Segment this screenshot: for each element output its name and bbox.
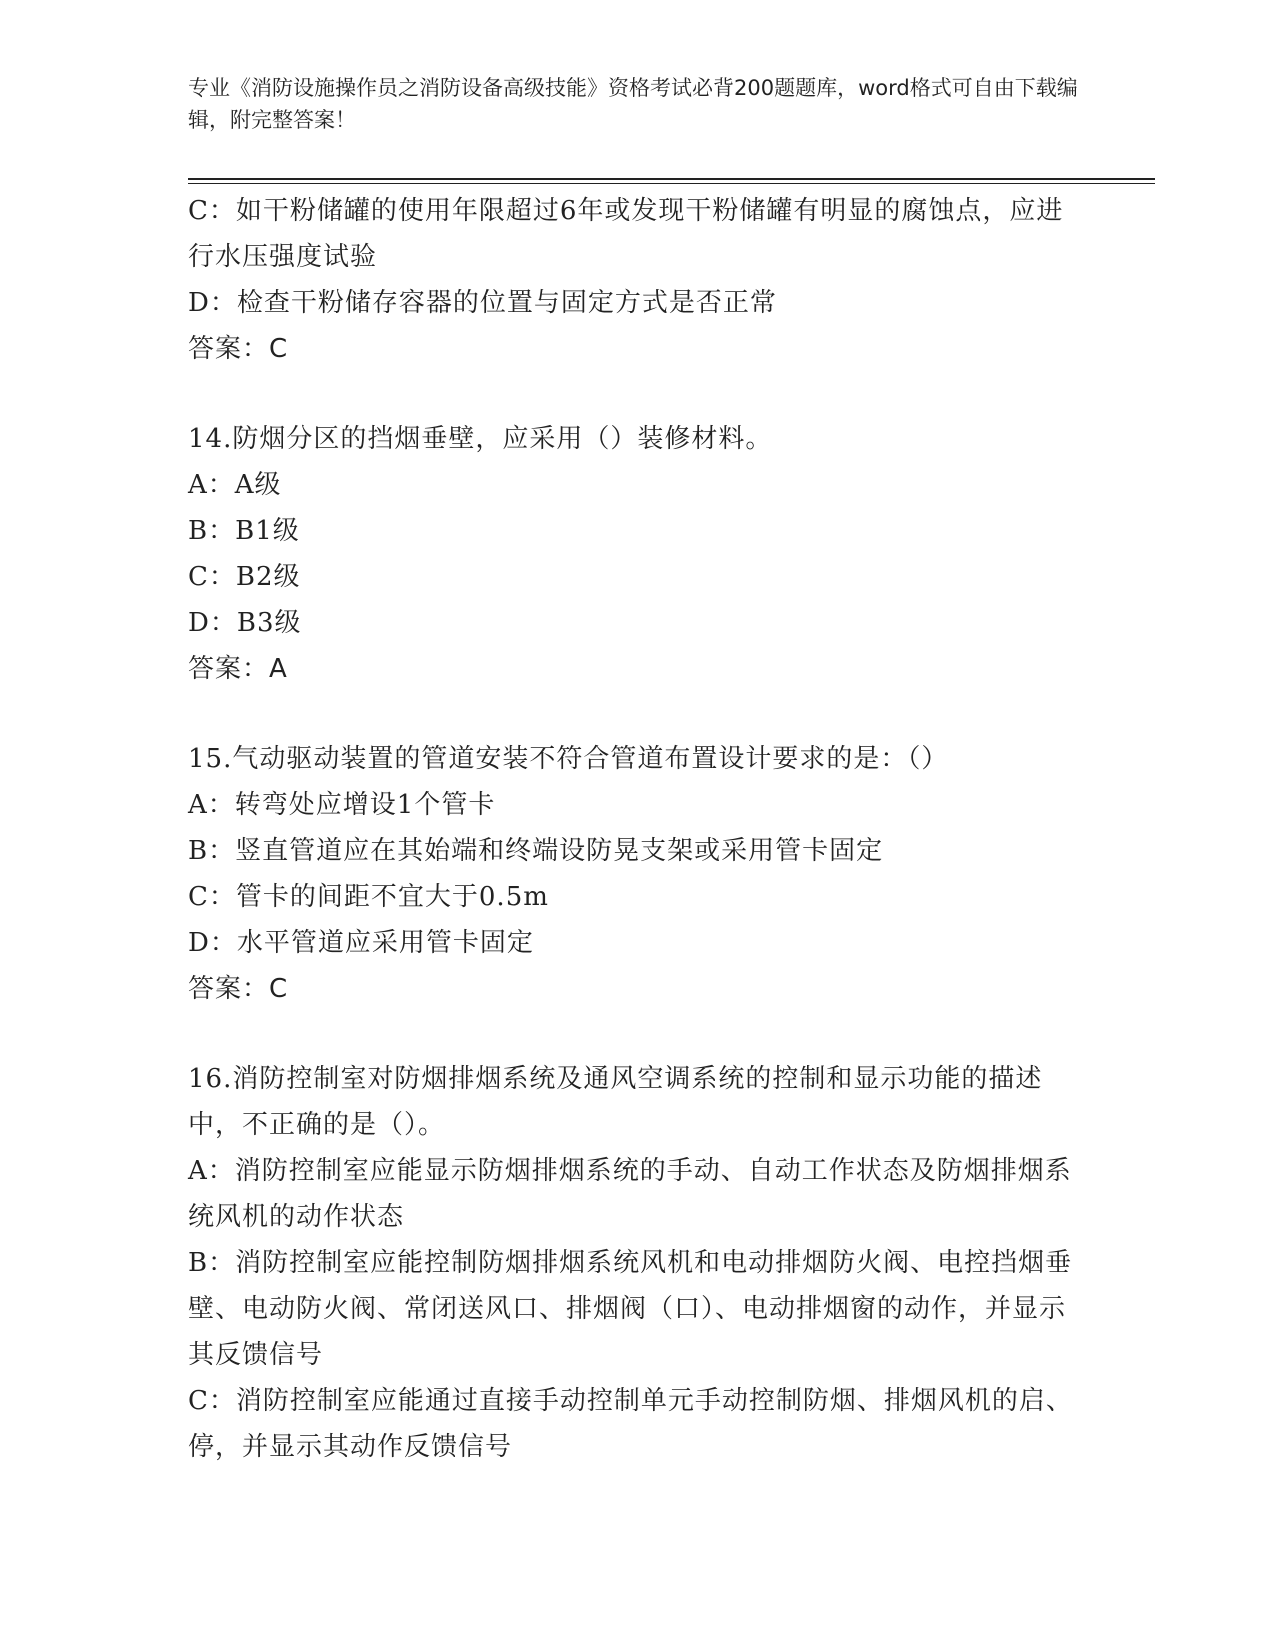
q15-option-c: C：管卡的间距不宜大于0.5m — [188, 882, 549, 912]
q15-stem: 15.气动驱动装置的管道安装不符合管道布置设计要求的是：（） — [188, 744, 949, 774]
q15-option-a: A：转弯处应增设1个管卡 — [188, 790, 496, 820]
q16-option-b: B：消防控制室应能控制防烟排烟系统风机和电动排烟防火阀、电控挡烟垂壁、电动防火阀、常闭送风口、排烟阀（口）、电动排烟窗的动作，并显示其反馈信号 — [188, 1248, 1073, 1370]
q14-option-b: B：B1级 — [188, 516, 300, 546]
q14-option-a: A：A级 — [188, 470, 282, 500]
q14-answer: 答案：A — [188, 654, 288, 684]
header-divider-thin — [188, 183, 1155, 184]
q16-option-a: A：消防控制室应能显示防烟排烟系统的手动、自动工作状态及防烟排烟系统风机的动作状态 — [188, 1156, 1072, 1232]
q14-option-c: C：B2级 — [188, 562, 301, 592]
q13-answer: 答案：C — [188, 334, 289, 364]
q13-option-d: D：检查干粉储存容器的位置与固定方式是否正常 — [188, 288, 777, 318]
q15-answer: 答案：C — [188, 974, 289, 1004]
q15-option-d: D：水平管道应采用管卡固定 — [188, 928, 534, 958]
spacer — [188, 692, 1088, 736]
page-header: 专业《消防设施操作员之消防设备高级技能》资格考试必背200题题库，word格式可自由下载编辑，附完整答案！ — [188, 76, 1078, 132]
spacer — [188, 372, 1088, 416]
question-14 — [188, 416, 1088, 692]
question-15 — [188, 736, 1088, 1012]
q13-option-c: C：如干粉储罐的使用年限超过6年或发现干粉储罐有明显的腐蚀点，应进行水压强度试验 — [188, 196, 1064, 272]
question-16 — [188, 1056, 1088, 1470]
question-content — [188, 188, 1088, 1470]
q14-stem: 14.防烟分区的挡烟垂壁，应采用（）装修材料。 — [188, 424, 773, 454]
spacer — [188, 1012, 1088, 1056]
q14-option-d: D：B3级 — [188, 608, 302, 638]
q16-option-c: C：消防控制室应能通过直接手动控制单元手动控制防烟、排烟风机的启、停，并显示其动作反馈信号 — [188, 1386, 1073, 1462]
q16-stem: 16.消防控制室对防烟排烟系统及通风空调系统的控制和显示功能的描述中，不正确的是（）。 — [188, 1064, 1043, 1140]
question-13-tail — [188, 188, 1088, 372]
header-divider-thick — [188, 178, 1155, 180]
q15-option-b: B：竖直管道应在其始端和终端设防晃支架或采用管卡固定 — [188, 836, 884, 866]
